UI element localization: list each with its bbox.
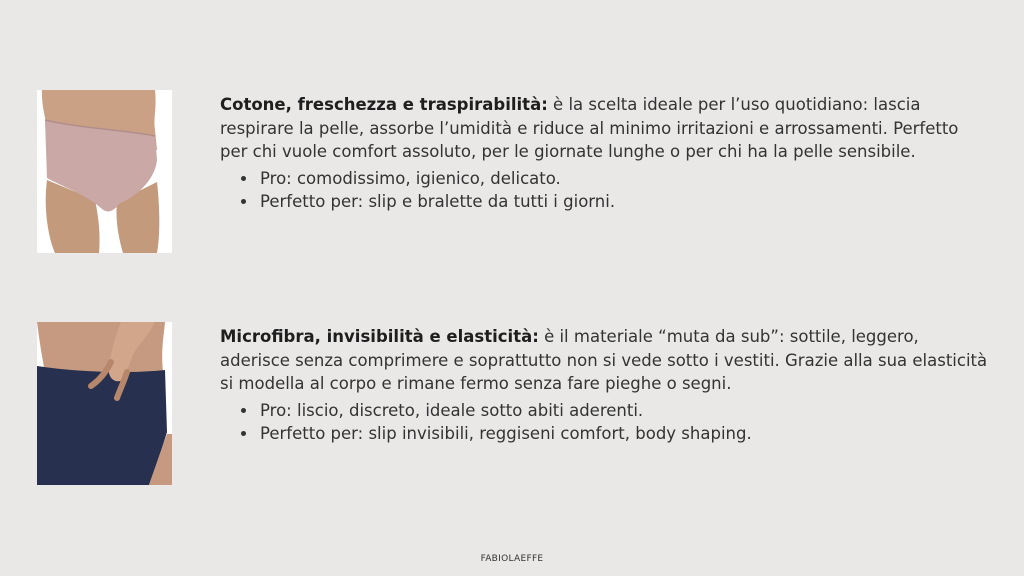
bullet-item: • Pro: comodissimo, igienico, delicato. xyxy=(258,167,990,191)
microfiber-bullets xyxy=(220,399,990,446)
microfiber-briefs-image xyxy=(37,322,172,485)
cotton-bullets xyxy=(220,167,990,214)
cotton-section-text xyxy=(220,93,990,214)
footer-brand: FABIOLAEFFE xyxy=(480,554,544,564)
cotton-body: è la scelta ideale per l’uso quotidiano: lascia respirare la pelle, assorbe l’umidità e riduce al minimo irritazioni e arrossamenti. Perfetto per chi vuole comfort assoluto, per le giornate lunghe o per chi ha la pelle sensibile. xyxy=(220,95,959,162)
cotton-briefs-image xyxy=(37,90,172,253)
bullet-item: • Perfetto per: slip e bralette da tutti i giorni. xyxy=(258,190,990,214)
cotton-lead: Cotone, freschezza e traspirabilità: xyxy=(220,95,548,114)
microfiber-section-text xyxy=(220,325,990,446)
bullet-item: • Pro: liscio, discreto, ideale sotto abiti aderenti. xyxy=(258,399,990,423)
bullet-item: • Perfetto per: slip invisibili, reggiseni comfort, body shaping. xyxy=(258,422,990,446)
microfiber-lead: Microfibra, invisibilità e elasticità: xyxy=(220,327,539,346)
microfiber-body: è il materiale “muta da sub”: sottile, leggero, aderisce senza comprimere e soprattutto non si vede sotto i vestiti. Grazie alla sua elasticità si modella al corpo e rimane fermo senza fare pieghe o segni. xyxy=(220,327,988,394)
